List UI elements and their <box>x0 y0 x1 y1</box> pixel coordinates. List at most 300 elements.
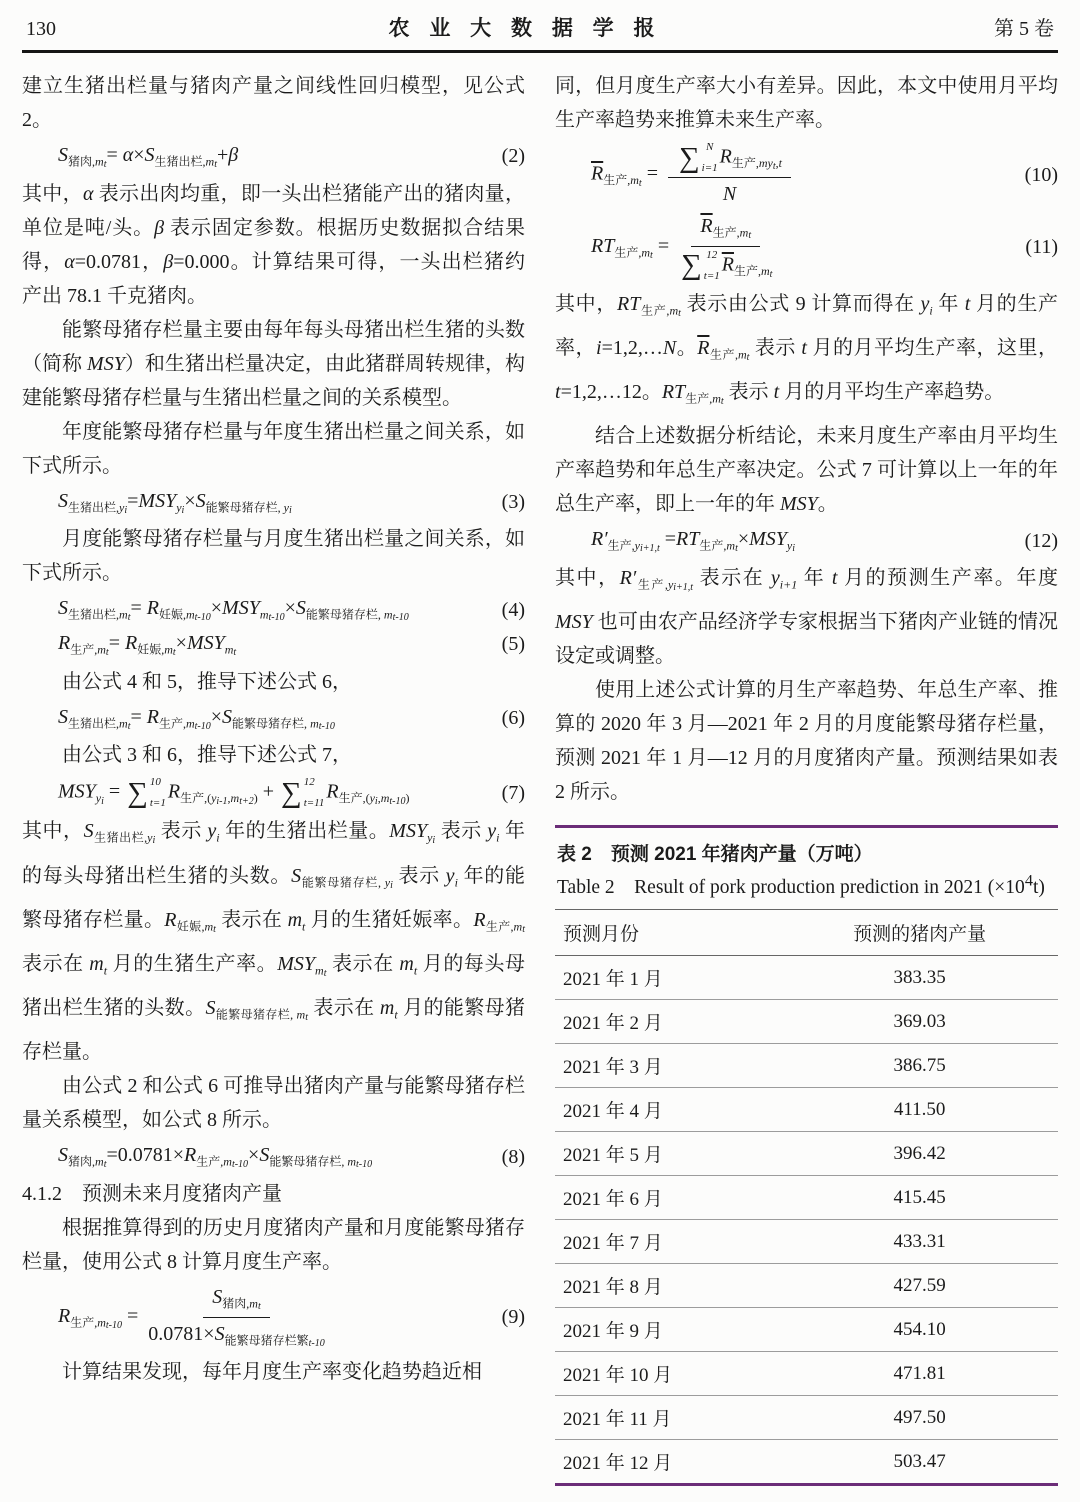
math-token: 表示固定参数。根据历史数据拟合结果得， <box>22 216 526 273</box>
math-token: 生产, <box>485 919 514 934</box>
math-token: t <box>172 647 176 659</box>
math-token: 生猪出栏, <box>154 154 206 169</box>
math-token: 生产, <box>196 1154 224 1169</box>
math-token: 表示在 <box>307 997 380 1020</box>
math-token: y <box>207 820 217 843</box>
paragraph-derive-eq8: 由公式 2 和公式 6 可推导出猪肉产量与能繁母猪存栏量关系模型，如公式 8 所示。 <box>22 1075 525 1132</box>
math-token: α <box>82 182 94 205</box>
math-token: m <box>310 716 319 731</box>
math-token: y <box>147 830 153 845</box>
math-token: t <box>127 612 131 624</box>
math-token: m <box>669 303 679 318</box>
caption-en-sup: 4 <box>1024 871 1033 890</box>
math-token: i-1 <box>216 796 228 808</box>
math-token: R <box>124 632 138 655</box>
math-token: t <box>831 566 838 589</box>
math-token: R <box>58 1304 71 1327</box>
math-token: i+1,t <box>639 543 660 555</box>
paragraph-future-rate <box>555 419 1058 521</box>
math-token: = <box>106 144 123 166</box>
table-2-figure <box>555 825 1058 1486</box>
math-token: m <box>230 791 240 806</box>
math-token: m <box>296 1007 306 1022</box>
math-token: 0.0781× <box>148 1322 215 1345</box>
math-token: y <box>634 538 640 553</box>
table-row <box>555 1044 1058 1088</box>
math-token: m <box>315 963 324 978</box>
math-token: , <box>377 791 381 806</box>
equation-5 <box>22 630 525 660</box>
math-token: S <box>144 144 155 166</box>
math-token: t <box>302 919 306 934</box>
math-token: S <box>58 1144 68 1167</box>
math-token: , <box>775 156 779 171</box>
month-cell: 2021 年 8 月 <box>555 1264 781 1308</box>
month-cell: 2021 年 6 月 <box>555 1176 781 1220</box>
math-token: 生猪出栏, <box>68 716 120 731</box>
math-token: t <box>257 1301 261 1313</box>
two-column-body <box>22 69 1058 1486</box>
caption-en-pre: Table 2 Result of pork production prediction in 2021 (×10 <box>557 877 1025 899</box>
math-token: MSY <box>749 528 787 551</box>
math-token: 月的月平均生产率，这里， <box>806 336 1059 359</box>
table-row <box>555 1396 1058 1440</box>
math-token: 生产, <box>636 577 668 592</box>
paragraph-prediction-setup: 使用上述公式计算的月生产率趋势、年总生产率、推算的 2020 年 3 月—2021 年 2 月的月度能繁母猪存栏量，预测 2021 年 1 月—12 月的月度猪肉产量。预测结果如表 2 所示。 <box>555 679 1058 804</box>
math-token: MSY <box>87 352 125 375</box>
math-token: y <box>786 538 793 553</box>
math-token: i <box>181 504 185 516</box>
math-token: MSY <box>555 611 593 634</box>
math-token: 能繁母猪存栏, <box>205 500 284 515</box>
equation-3-body <box>58 488 292 518</box>
math-token: R <box>167 781 181 804</box>
math-token: + <box>257 781 279 804</box>
math-token: m <box>119 607 128 622</box>
equation-8 <box>22 1142 525 1172</box>
paragraph-trend-continuation: 同，但月度生产率大小有差异。因此，本文中使用月平均生产率趋势来推算未来生产率。 <box>555 75 1058 131</box>
page-number: 130 <box>26 18 56 40</box>
math-token: 表示 <box>723 381 774 404</box>
math-token: m <box>259 607 269 622</box>
math-token: 也可由农产品经济学专家根据当下猪肉产业链的情况设定或调整。 <box>555 611 1058 668</box>
math-token: β <box>228 144 239 166</box>
math-token: 表示在 <box>326 953 400 975</box>
math-token: 月的生产率， <box>555 292 1059 359</box>
math-token: t-10 <box>392 612 409 624</box>
math-token: 生产, <box>614 245 642 260</box>
math-token: t-10 <box>268 612 285 624</box>
math-token: S <box>295 597 306 620</box>
math-token: = <box>108 632 125 655</box>
math-token: 月的每头母猪出栏生猪的头数。 <box>22 953 526 1020</box>
production-value-cell: 369.03 <box>781 1000 1058 1044</box>
math-token: 表示在 <box>215 908 288 931</box>
math-token: m <box>380 791 390 806</box>
math-token: y <box>427 830 433 845</box>
math-token: S <box>291 864 302 887</box>
math-token: × <box>210 597 223 620</box>
math-token: 妊娠, <box>176 919 205 934</box>
math-token: 生产, <box>640 303 670 318</box>
math-token: S <box>195 489 206 512</box>
math-token: t-10 <box>318 720 335 732</box>
production-value-cell: 503.47 <box>781 1440 1058 1485</box>
math-token: t <box>801 336 807 359</box>
math-token: 。 <box>676 336 698 359</box>
math-token: t-10 <box>231 1159 249 1171</box>
math-token: R <box>164 908 177 931</box>
math-token: 月的预测生产率。年度 <box>837 566 1059 589</box>
math-token: 能繁母猪存栏, <box>215 1007 297 1022</box>
math-token: i <box>432 835 436 847</box>
math-token: MSY <box>138 489 177 512</box>
math-token: = <box>103 781 126 804</box>
math-token: i+1,t <box>673 582 694 594</box>
column-header-month: 预测月份 <box>555 910 781 956</box>
math-token: y <box>211 791 217 806</box>
paragraph-predicted-rate <box>555 561 1058 673</box>
equation-2-body <box>58 142 238 172</box>
math-token: α <box>64 250 75 273</box>
math-token: β <box>154 216 165 239</box>
math-token: t <box>233 647 237 659</box>
equation-12-body <box>591 526 795 556</box>
math-token: ∑ 10 t=1 <box>127 776 166 810</box>
math-token: m <box>95 154 104 169</box>
math-token: RT <box>617 292 641 315</box>
math-token: 猪肉, <box>68 154 96 169</box>
math-token: y <box>770 566 780 589</box>
section-heading-412: 4.1.2 预测未来月度猪肉产量 <box>22 1183 282 1206</box>
math-token: m <box>249 1296 258 1311</box>
math-token: S <box>58 489 68 512</box>
month-cell: 2021 年 3 月 <box>555 1044 781 1088</box>
math-token: $\overline{R}$ <box>591 162 604 185</box>
math-token: y <box>119 500 125 515</box>
math-token: S <box>214 1322 225 1345</box>
table-row <box>555 1220 1058 1264</box>
math-token: =0.000。计算结果可得，一头出栏猪约产出 78.1 千克猪肉。 <box>22 250 525 307</box>
math-token: t <box>769 268 773 280</box>
month-cell: 2021 年 10 月 <box>555 1352 781 1396</box>
math-token: t <box>413 963 418 978</box>
math-token: t <box>772 160 776 172</box>
equation-3 <box>22 488 525 518</box>
math-token: m <box>761 263 770 278</box>
equation-2-number: (2) <box>501 145 525 168</box>
paragraph-alpha-beta <box>22 177 525 313</box>
math-token: N <box>662 336 677 359</box>
math-token: S <box>205 997 216 1020</box>
month-cell: 2021 年 11 月 <box>555 1396 781 1440</box>
math-token: 月的生猪妊娠率。 <box>305 908 474 931</box>
equation-7-number: (7) <box>501 781 525 804</box>
math-token: y <box>176 500 182 515</box>
math-token: R <box>184 1144 197 1167</box>
math-token: m <box>164 642 173 657</box>
math-token: i <box>792 543 796 555</box>
math-token: y <box>384 875 391 890</box>
equation-7-body <box>58 777 409 809</box>
math-token: 表示 <box>392 864 446 887</box>
math-token: 猪肉, <box>222 1296 250 1311</box>
math-token: 生产, <box>70 642 98 657</box>
math-token: 表示 <box>435 820 488 843</box>
math-token: t <box>678 307 681 319</box>
math-token: 其中， <box>22 182 83 205</box>
math-token: t <box>778 156 782 171</box>
month-cell: 2021 年 5 月 <box>555 1132 781 1176</box>
math-token: 猪肉, <box>68 1154 96 1169</box>
table-row <box>555 1352 1058 1396</box>
table-row <box>555 956 1058 1000</box>
math-token: 生产, <box>709 347 738 362</box>
equation-6 <box>22 704 525 734</box>
math-token: my <box>758 156 773 171</box>
prediction-table <box>555 909 1058 1486</box>
table-2-caption-zh: 表 2 预测 2021 年猪肉产量（万吨） <box>557 844 873 866</box>
math-token: 表示 <box>749 336 802 359</box>
math-token: R′ <box>619 566 637 589</box>
math-token: m <box>513 919 523 934</box>
paragraph-monthly-relation: 月度能繁母猪存栏量与月度生猪出栏量之间关系，如下式所示。 <box>22 528 525 585</box>
math-token: = <box>130 705 147 728</box>
equation-7 <box>22 777 525 809</box>
math-token: S <box>259 1144 270 1167</box>
math-token: × <box>184 489 196 512</box>
math-token: t-10 <box>194 720 211 732</box>
math-token: ∑ N i=1 <box>678 141 718 174</box>
math-token: i <box>124 504 128 516</box>
month-cell: 2021 年 2 月 <box>555 1000 781 1044</box>
math-token: y <box>920 292 930 315</box>
math-token: 。 <box>817 493 838 516</box>
equation-5-body <box>58 630 236 660</box>
equation-10 <box>555 142 1058 208</box>
math-token: 表示 <box>155 820 208 843</box>
math-token: 能繁母猪存栏繁 <box>224 1333 309 1348</box>
math-token: R′ <box>591 528 608 551</box>
math-token: m <box>630 173 639 188</box>
math-token: N <box>722 183 737 205</box>
math-token: i <box>496 830 500 845</box>
math-token: i <box>596 336 602 359</box>
math-token: S <box>58 597 68 620</box>
math-token: MSY <box>222 597 260 620</box>
math-token: t <box>103 963 108 978</box>
math-token <box>679 213 772 282</box>
math-token: = <box>652 234 675 257</box>
math-token: = <box>130 597 147 620</box>
math-token: i <box>929 303 933 318</box>
equation-12 <box>555 526 1058 556</box>
math-token: t-10 <box>389 796 406 808</box>
math-token: m <box>223 1154 232 1169</box>
math-token: =1,2,… <box>601 336 663 359</box>
math-token: t-10 <box>194 612 211 624</box>
paragraph-derive-eq7: 由公式 3 和 6，推导下述公式 7， <box>62 744 352 767</box>
math-token: R <box>146 705 159 728</box>
math-token: MSY <box>277 953 316 975</box>
math-token: 月的生猪生产率。 <box>107 953 278 975</box>
math-token: m <box>726 538 736 553</box>
math-token: i <box>288 504 292 516</box>
table-row <box>555 1088 1058 1132</box>
math-token: 能繁母猪存栏量主要由每年每头母猪出栏生猪的头数（简称 <box>22 318 525 375</box>
math-token: m <box>185 607 195 622</box>
math-token: t <box>103 159 107 171</box>
equation-12-number: (12) <box>1024 529 1058 552</box>
math-token: t <box>103 1159 107 1171</box>
math-token: MSY <box>780 493 818 516</box>
math-token: 生产, <box>607 538 635 553</box>
math-token: m <box>205 154 215 169</box>
math-token: t <box>773 381 780 404</box>
math-token: t <box>638 177 642 189</box>
equation-11-body <box>591 213 777 282</box>
math-token: y <box>283 500 289 515</box>
math-token: y <box>487 820 497 843</box>
table-row <box>555 1000 1058 1044</box>
equation-10-number: (10) <box>1024 163 1058 186</box>
math-token: × <box>737 528 750 551</box>
math-token: i <box>454 875 458 890</box>
math-token: × <box>175 632 187 655</box>
math-token: MSY <box>186 632 225 655</box>
math-token: , <box>227 791 231 806</box>
math-token: i <box>390 879 393 891</box>
math-token: i <box>216 830 220 845</box>
math-token: = <box>659 528 677 551</box>
paragraph-calculation-result: 计算结果发现，每年月度生产率变化趋势趋近相 <box>62 1361 482 1384</box>
math-token: β <box>163 250 174 273</box>
equation-2 <box>22 142 525 172</box>
production-value-cell: 454.10 <box>781 1308 1058 1352</box>
equation-11 <box>555 213 1058 282</box>
volume-label: 第 5 卷 <box>993 18 1054 40</box>
math-token: ) <box>405 791 410 806</box>
math-token: m <box>119 716 128 731</box>
production-value-cell: 471.81 <box>781 1352 1058 1396</box>
math-token: 其中， <box>555 566 620 589</box>
math-token: t <box>555 381 561 404</box>
math-token <box>148 1284 324 1350</box>
math-token: $\overline{R}$ <box>700 215 713 237</box>
math-token: 生产,( <box>180 791 212 806</box>
paragraph-annual-relation: 年度能繁母猪存栏量与年度生猪出栏量之间关系，如下式所示。 <box>22 420 525 477</box>
right-column <box>555 69 1058 1486</box>
math-token: m <box>89 953 104 975</box>
math-token: MSY <box>389 820 428 843</box>
math-token: × <box>210 705 223 728</box>
math-token: 生产, <box>712 225 740 240</box>
header-rule <box>22 50 1058 53</box>
math-token: MSY <box>58 781 96 804</box>
equation-8-body <box>58 1142 372 1172</box>
equation-10-body <box>591 142 796 208</box>
math-token: 能繁母猪存栏, <box>301 875 385 890</box>
month-cell: 2021 年 7 月 <box>555 1220 781 1264</box>
math-token: t <box>305 1012 308 1024</box>
math-token: S <box>58 705 68 728</box>
math-token: 生产, <box>70 1315 98 1330</box>
math-token: ）和生猪出栏量决定，由此猪群周转规律，构建能繁母猪存栏量与生猪出栏量之间的关系模型。 <box>22 352 526 409</box>
math-token: t <box>213 924 216 935</box>
month-cell: 2021 年 9 月 <box>555 1308 781 1352</box>
math-token: t <box>720 396 724 408</box>
math-token: 结合上述数据分析结论，未来月度生产率由月平均生产率趋势和年总生产率决定。公式 7 可计算以上一年的年总生产率，即上一年的年 <box>555 425 1058 516</box>
production-value-cell: 386.75 <box>781 1044 1058 1088</box>
math-token: ∑ 12 t=1 <box>681 248 720 282</box>
left-column <box>22 69 525 1389</box>
production-value-cell: 396.42 <box>781 1132 1058 1176</box>
math-token: m <box>204 919 214 934</box>
math-token: ) <box>253 791 258 806</box>
table-body <box>555 956 1058 1485</box>
math-token: m <box>97 1315 106 1330</box>
math-token: i <box>101 796 104 808</box>
math-token: y <box>95 791 102 806</box>
math-token: 生产, <box>685 391 713 406</box>
math-token: 生产,( <box>338 791 370 806</box>
math-token: m <box>383 607 393 622</box>
math-token: m <box>185 716 195 731</box>
math-token: t <box>964 292 971 315</box>
math-token: R <box>719 145 732 168</box>
production-value-cell: 427.59 <box>781 1264 1058 1308</box>
math-token: 能繁母猪存栏, <box>305 607 384 622</box>
equation-9 <box>22 1284 525 1350</box>
math-token: R <box>326 781 339 804</box>
math-token: =1,2,…12。 <box>560 381 662 404</box>
math-token: 其中， <box>22 820 84 843</box>
math-token: 生产, <box>158 716 186 731</box>
month-cell: 2021 年 12 月 <box>555 1440 781 1485</box>
math-token: y <box>667 577 674 592</box>
math-token: × <box>133 144 145 166</box>
column-header-production: 预测的猪肉产量 <box>781 910 1058 956</box>
math-token: y <box>369 791 375 806</box>
math-token: t <box>746 352 750 364</box>
math-token: $\overline{R}$ <box>697 336 710 359</box>
math-token: 能繁母猪存栏, <box>232 716 311 731</box>
math-token: + <box>217 144 229 166</box>
math-token: 月的月平均生产率趋势。 <box>779 381 1005 404</box>
journal-title: 农 业 大 数 据 学 报 <box>388 17 662 40</box>
table-row <box>555 1308 1058 1352</box>
paragraph-symbol-definitions <box>22 814 525 1069</box>
math-token: t <box>650 250 653 262</box>
math-token: RT <box>591 234 615 257</box>
math-token: m <box>347 1154 357 1169</box>
math-token: 生产, <box>603 173 631 188</box>
math-token: R <box>473 908 486 931</box>
math-token: R <box>58 632 71 655</box>
equation-6-number: (6) <box>501 707 525 730</box>
math-token: 表示出肉均重，即一头出栏猪能产出的猪肉量，单位是吨/头。 <box>22 182 525 239</box>
math-token: m <box>739 225 749 240</box>
math-token: S <box>222 705 233 728</box>
table-row <box>555 1440 1058 1485</box>
math-token: 其中， <box>555 292 618 315</box>
math-token: 表示在 <box>693 566 771 589</box>
equation-9-body <box>58 1284 330 1350</box>
math-token: t <box>394 1007 398 1022</box>
math-token: = <box>641 162 663 185</box>
equation-3-number: (3) <box>501 491 525 514</box>
math-token: m <box>399 953 414 975</box>
